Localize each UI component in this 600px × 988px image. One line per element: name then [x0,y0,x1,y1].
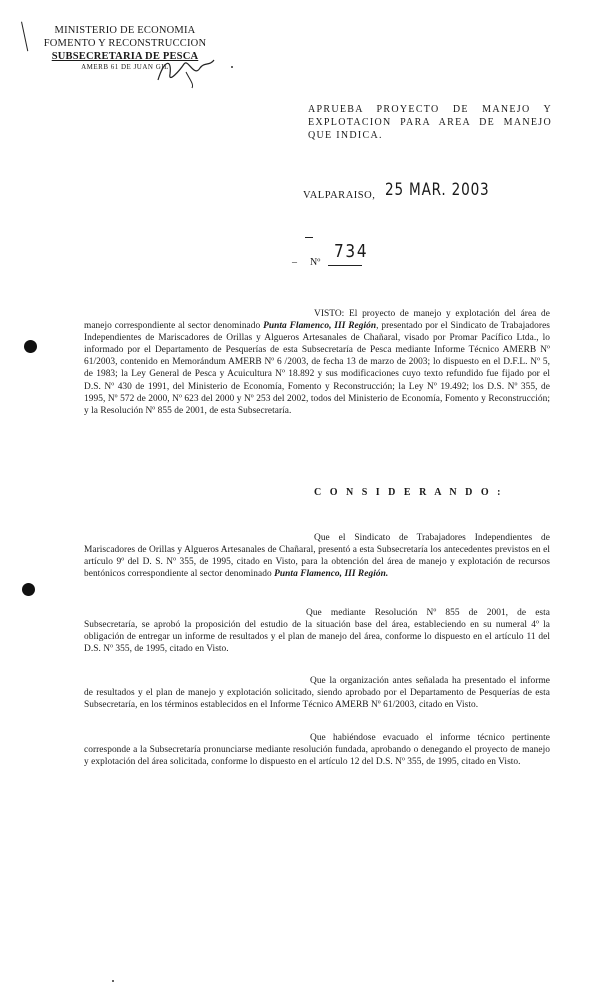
letterhead-ministry-2: FOMENTO Y RECONSTRUCCION [43,38,207,49]
number-underline [328,265,362,266]
letterhead-subsecretaria: SUBSECRETARIA DE PESCA [51,51,199,62]
visto-text-a: El proyecto de manejo y explotación del área de manejo correspondiente al sector denominado [84,309,550,332]
resolution-number-stamp: 734 [334,241,369,262]
considerando-paragraph-2 [84,607,550,655]
scan-speck [231,66,233,68]
considerando-paragraph-4 [84,732,550,768]
considerando-p4-text: Que habiéndose evacuado el informe técnico pertinente corresponde a la Subsecretaría pronunciarse mediante resolución fundada, aprobando o denegando el proyecto de manejo y explotación del área solicitada, conforme lo dispuesto en el artículo 12 del D.S. Nº 355, de 1995, citado en Visto. [84,733,550,768]
considerando-p1-text: Que el Sindicato de Trabajadores Independientes de Mariscadores de Orillas y Algueros Artesanales de Chañaral, presentó a esta Subsecretaría los antecedentes previstos en el artículo 9º del D. S. Nº 355, de 1995, citado en Visto, para la obtención del área de manejo y explotación de recursos bentónicos correspondiente al sector denominado [84,533,550,580]
visto-paragraph [84,308,550,417]
number-prefix: Nº [310,257,321,268]
letterhead-ministry: MINISTERIO DE ECONOMIA [54,25,196,36]
considerando-p2-text: Que mediante Resolución Nº 855 de 2001, de esta Subsecretaría, se aprobó la proposición del estudio de la situación base del área, estableciendo en su numeral 4º la obligación de entregar un informe de resultados y el plan de manejo del área, conforme lo dispuesto en el artículo 11 del D.S. Nº 355, de 1995, citado en Visto. [84,608,550,655]
date-place: VALPARAISO, [303,190,376,201]
visto-sector: Punta Flamenco, III Región [263,321,377,332]
visto-label: VISTO: [314,309,345,319]
number-dash: – [292,257,297,268]
considerando-paragraph-1 [84,532,550,580]
handwritten-initials-icon [150,50,220,90]
visto-text-b: , presentado por el Sindicato de Trabajadores Independientes de Mariscadores de Orillas y Algueros Artesanales de Chañaral, visado por Promar Pacífico Ltda., lo informado por el Departamento de Pesquerías de esta Subsecretaría de Pesca mediante Informe Técnico AMERB Nº 61/2003, contenido en Memorándum AMERB Nº 6 /2003, de fecha 13 de marzo de 2003; lo dispuesto en el D.F.L. Nº 5, de 1983; la Ley General de Pesca y Acuicultura Nº 18.892 y sus modificaciones cuyo texto refundido fue fijado por el D.S. Nº 430 de 1991, del Ministerio de Economía, Fomento y Reconstrucción; la Ley Nº 19.492; los D.S. Nº 355, de 1995, Nº 572 de 2000, Nº 623 del 2000 y Nº 253 del 2002, todos del Ministerio de Economía, Fomento y Reconstrucción; y la Resolución Nº 855 de 2001, de esta Subsecretaría. [84,321,550,416]
considerando-paragraph-3 [84,675,550,711]
considerando-heading: C O N S I D E R A N D O : [314,487,504,498]
date-stamp: 25 MAR. 2003 [385,180,490,200]
number-tick-mark [305,237,313,238]
considerando-p3-text: Que la organización antes señalada ha presentado el informe de resultados y el plan de manejo y explotación solicitado, siendo aprobado por el Departamento de Pesquerías de esta Subsecretaría, en los términos establecidos en el Informe Técnico AMERB Nº 61/2003, citado en Visto. [84,676,550,711]
considerando-p1-sector: Punta Flamenco, III Región. [274,569,389,580]
punch-hole [22,583,35,596]
scan-speck [112,980,114,982]
document-subject: APRUEBA PROYECTO DE MANEJO Y EXPLOTACION PARA AREA DE MANEJO QUE INDICA. [308,104,552,141]
letterhead-reference: AMERB 61 DE JUAN GIL [81,63,169,71]
punch-hole [24,340,37,353]
